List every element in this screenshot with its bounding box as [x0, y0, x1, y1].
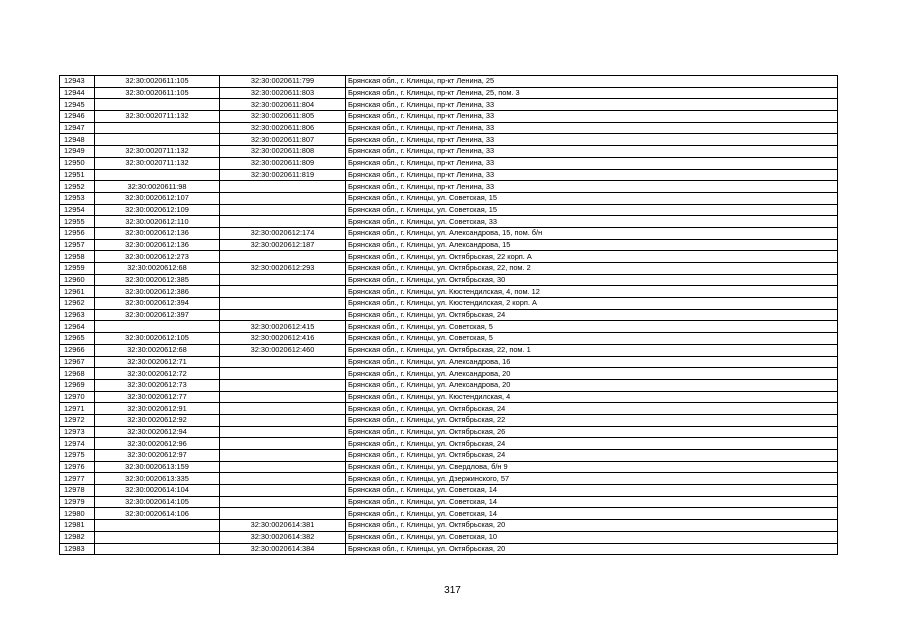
table-row	[60, 298, 838, 310]
cadastral-number-cell: 32:30:0020611:105	[95, 76, 220, 88]
address-cell: Брянская обл., г. Клинцы, ул. Октябрьская, 22, пом. 1	[346, 344, 838, 356]
object-cadastral-number-cell: 32:30:0020614:381	[220, 520, 346, 532]
cadastral-number-cell: 32:30:0020614:106	[95, 508, 220, 520]
address-cell: Брянская обл., г. Клинцы, ул. Александрова, 16	[346, 356, 838, 368]
address-cell: Брянская обл., г. Клинцы, ул. Октябрьская, 24	[346, 438, 838, 450]
table-row	[60, 450, 838, 462]
object-cadastral-number-cell	[220, 485, 346, 497]
row-number-cell: 12982	[60, 531, 95, 543]
cadastral-number-cell	[95, 520, 220, 532]
row-number-cell: 12969	[60, 379, 95, 391]
object-cadastral-number-cell	[220, 309, 346, 321]
row-number-cell: 12948	[60, 134, 95, 146]
table-row	[60, 111, 838, 123]
cadastral-number-cell: 32:30:0020612:92	[95, 414, 220, 426]
address-cell: Брянская обл., г. Клинцы, ул. Советская, 15	[346, 192, 838, 204]
cadastral-number-cell	[95, 99, 220, 111]
object-cadastral-number-cell	[220, 368, 346, 380]
object-cadastral-number-cell: 32:30:0020611:807	[220, 134, 346, 146]
row-number-cell: 12943	[60, 76, 95, 88]
cadastral-number-cell: 32:30:0020612:397	[95, 309, 220, 321]
row-number-cell: 12974	[60, 438, 95, 450]
table-row	[60, 426, 838, 438]
object-cadastral-number-cell: 32:30:0020611:819	[220, 169, 346, 181]
row-number-cell: 12961	[60, 286, 95, 298]
row-number-cell: 12981	[60, 520, 95, 532]
address-cell: Брянская обл., г. Клинцы, пр-кт Ленина, 25	[346, 76, 838, 88]
table-row	[60, 227, 838, 239]
address-cell: Брянская обл., г. Клинцы, ул. Октябрьская, 24	[346, 309, 838, 321]
address-cell: Брянская обл., г. Клинцы, ул. Октябрьская, 30	[346, 274, 838, 286]
cadastral-number-cell: 32:30:0020612:105	[95, 333, 220, 345]
row-number-cell: 12970	[60, 391, 95, 403]
address-cell: Брянская обл., г. Клинцы, ул. Советская, 15	[346, 204, 838, 216]
address-cell: Брянская обл., г. Клинцы, пр-кт Ленина, 33	[346, 111, 838, 123]
table-row	[60, 204, 838, 216]
address-cell: Брянская обл., г. Клинцы, ул. Октябрьская, 20	[346, 520, 838, 532]
table-row	[60, 181, 838, 193]
cadastral-number-cell: 32:30:0020611:105	[95, 87, 220, 99]
cadastral-number-cell: 32:30:0020613:159	[95, 461, 220, 473]
object-cadastral-number-cell	[220, 356, 346, 368]
address-cell: Брянская обл., г. Клинцы, пр-кт Ленина, 33	[346, 181, 838, 193]
cadastral-number-cell: 32:30:0020612:97	[95, 450, 220, 462]
cadastral-number-cell: 32:30:0020711:132	[95, 157, 220, 169]
cadastral-number-cell: 32:30:0020612:68	[95, 263, 220, 275]
table-row	[60, 309, 838, 321]
row-number-cell: 12952	[60, 181, 95, 193]
object-cadastral-number-cell	[220, 379, 346, 391]
row-number-cell: 12960	[60, 274, 95, 286]
row-number-cell: 12980	[60, 508, 95, 520]
registry-table-body	[60, 76, 838, 555]
cadastral-number-cell: 32:30:0020612:136	[95, 227, 220, 239]
table-row	[60, 274, 838, 286]
table-row	[60, 520, 838, 532]
cadastral-number-cell: 32:30:0020612:68	[95, 344, 220, 356]
row-number-cell: 12944	[60, 87, 95, 99]
object-cadastral-number-cell	[220, 192, 346, 204]
cadastral-number-cell: 32:30:0020612:109	[95, 204, 220, 216]
cadastral-number-cell: 32:30:0020612:107	[95, 192, 220, 204]
row-number-cell: 12947	[60, 122, 95, 134]
object-cadastral-number-cell	[220, 426, 346, 438]
cadastral-number-cell: 32:30:0020612:73	[95, 379, 220, 391]
table-row	[60, 403, 838, 415]
address-cell: Брянская обл., г. Клинцы, ул. Советская, 33	[346, 216, 838, 228]
object-cadastral-number-cell: 32:30:0020611:803	[220, 87, 346, 99]
address-cell: Брянская обл., г. Клинцы, ул. Октябрьская, 22, пом. 2	[346, 263, 838, 275]
table-row	[60, 414, 838, 426]
object-cadastral-number-cell	[220, 473, 346, 485]
cadastral-number-cell: 32:30:0020612:385	[95, 274, 220, 286]
object-cadastral-number-cell: 32:30:0020611:799	[220, 76, 346, 88]
table-row	[60, 496, 838, 508]
cadastral-number-cell: 32:30:0020711:132	[95, 111, 220, 123]
address-cell: Брянская обл., г. Клинцы, ул. Александрова, 20	[346, 368, 838, 380]
row-number-cell: 12949	[60, 146, 95, 158]
cadastral-number-cell: 32:30:0020612:77	[95, 391, 220, 403]
address-cell: Брянская обл., г. Клинцы, ул. Советская, 10	[346, 531, 838, 543]
object-cadastral-number-cell	[220, 251, 346, 263]
address-cell: Брянская обл., г. Клинцы, пр-кт Ленина, 33	[346, 99, 838, 111]
address-cell: Брянская обл., г. Клинцы, ул. Советская, 5	[346, 321, 838, 333]
row-number-cell: 12953	[60, 192, 95, 204]
address-cell: Брянская обл., г. Клинцы, ул. Александрова, 20	[346, 379, 838, 391]
table-row	[60, 216, 838, 228]
row-number-cell: 12955	[60, 216, 95, 228]
cadastral-number-cell: 32:30:0020612:96	[95, 438, 220, 450]
row-number-cell: 12973	[60, 426, 95, 438]
address-cell: Брянская обл., г. Клинцы, ул. Кюстендилская, 4	[346, 391, 838, 403]
cadastral-number-cell	[95, 134, 220, 146]
object-cadastral-number-cell	[220, 286, 346, 298]
row-number-cell: 12972	[60, 414, 95, 426]
registry-table	[59, 75, 838, 555]
object-cadastral-number-cell	[220, 181, 346, 193]
row-number-cell: 12959	[60, 263, 95, 275]
row-number-cell: 12951	[60, 169, 95, 181]
address-cell: Брянская обл., г. Клинцы, ул. Октябрьская, 24	[346, 403, 838, 415]
cadastral-number-cell	[95, 122, 220, 134]
row-number-cell: 12975	[60, 450, 95, 462]
cadastral-number-cell: 32:30:0020612:94	[95, 426, 220, 438]
row-number-cell: 12963	[60, 309, 95, 321]
cadastral-number-cell: 32:30:0020612:394	[95, 298, 220, 310]
object-cadastral-number-cell: 32:30:0020612:174	[220, 227, 346, 239]
row-number-cell: 12946	[60, 111, 95, 123]
object-cadastral-number-cell: 32:30:0020612:187	[220, 239, 346, 251]
table-row	[60, 473, 838, 485]
row-number-cell: 12979	[60, 496, 95, 508]
object-cadastral-number-cell: 32:30:0020612:415	[220, 321, 346, 333]
cadastral-number-cell: 32:30:0020612:273	[95, 251, 220, 263]
address-cell: Брянская обл., г. Клинцы, ул. Октябрьская, 26	[346, 426, 838, 438]
address-cell: Брянская обл., г. Клинцы, пр-кт Ленина, 33	[346, 146, 838, 158]
address-cell: Брянская обл., г. Клинцы, ул. Октябрьская, 20	[346, 543, 838, 555]
address-cell: Брянская обл., г. Клинцы, ул. Советская, 14	[346, 485, 838, 497]
object-cadastral-number-cell	[220, 496, 346, 508]
row-number-cell: 12950	[60, 157, 95, 169]
object-cadastral-number-cell	[220, 508, 346, 520]
object-cadastral-number-cell: 32:30:0020612:293	[220, 263, 346, 275]
table-row	[60, 146, 838, 158]
address-cell: Брянская обл., г. Клинцы, ул. Кюстендилская, 2 корп. А	[346, 298, 838, 310]
table-row	[60, 543, 838, 555]
cadastral-number-cell: 32:30:0020612:386	[95, 286, 220, 298]
object-cadastral-number-cell	[220, 391, 346, 403]
row-number-cell: 12954	[60, 204, 95, 216]
address-cell: Брянская обл., г. Клинцы, ул. Советская, 14	[346, 496, 838, 508]
table-row	[60, 263, 838, 275]
object-cadastral-number-cell	[220, 450, 346, 462]
object-cadastral-number-cell	[220, 403, 346, 415]
table-row	[60, 508, 838, 520]
address-cell: Брянская обл., г. Клинцы, ул. Александрова, 15	[346, 239, 838, 251]
table-row	[60, 531, 838, 543]
address-cell: Брянская обл., г. Клинцы, ул. Октябрьская, 22 корп. А	[346, 251, 838, 263]
address-cell: Брянская обл., г. Клинцы, ул. Александрова, 15, пом. б/н	[346, 227, 838, 239]
object-cadastral-number-cell: 32:30:0020614:382	[220, 531, 346, 543]
table-row	[60, 485, 838, 497]
address-cell: Брянская обл., г. Клинцы, пр-кт Ленина, 33	[346, 169, 838, 181]
object-cadastral-number-cell	[220, 461, 346, 473]
object-cadastral-number-cell	[220, 298, 346, 310]
object-cadastral-number-cell: 32:30:0020611:808	[220, 146, 346, 158]
cadastral-number-cell: 32:30:0020612:136	[95, 239, 220, 251]
row-number-cell: 12962	[60, 298, 95, 310]
row-number-cell: 12968	[60, 368, 95, 380]
address-cell: Брянская обл., г. Клинцы, пр-кт Ленина, 33	[346, 122, 838, 134]
table-row	[60, 286, 838, 298]
address-cell: Брянская обл., г. Клинцы, ул. Свердлова, б/н 9	[346, 461, 838, 473]
row-number-cell: 12971	[60, 403, 95, 415]
object-cadastral-number-cell	[220, 274, 346, 286]
table-row	[60, 157, 838, 169]
cadastral-number-cell	[95, 169, 220, 181]
row-number-cell: 12964	[60, 321, 95, 333]
address-cell: Брянская обл., г. Клинцы, ул. Советская, 5	[346, 333, 838, 345]
address-cell: Брянская обл., г. Клинцы, пр-кт Ленина, 25, пом. 3	[346, 87, 838, 99]
row-number-cell: 12977	[60, 473, 95, 485]
address-cell: Брянская обл., г. Клинцы, пр-кт Ленина, 33	[346, 134, 838, 146]
row-number-cell: 12958	[60, 251, 95, 263]
object-cadastral-number-cell: 32:30:0020612:460	[220, 344, 346, 356]
table-row	[60, 169, 838, 181]
table-row	[60, 368, 838, 380]
table-row	[60, 134, 838, 146]
object-cadastral-number-cell: 32:30:0020611:804	[220, 99, 346, 111]
row-number-cell: 12976	[60, 461, 95, 473]
address-cell: Брянская обл., г. Клинцы, пр-кт Ленина, 33	[346, 157, 838, 169]
table-row	[60, 87, 838, 99]
row-number-cell: 12967	[60, 356, 95, 368]
table-row	[60, 76, 838, 88]
table-row	[60, 391, 838, 403]
object-cadastral-number-cell: 32:30:0020611:805	[220, 111, 346, 123]
cadastral-number-cell: 32:30:0020613:335	[95, 473, 220, 485]
table-row	[60, 438, 838, 450]
cadastral-number-cell	[95, 321, 220, 333]
cadastral-number-cell: 32:30:0020611:98	[95, 181, 220, 193]
cadastral-number-cell: 32:30:0020614:105	[95, 496, 220, 508]
object-cadastral-number-cell: 32:30:0020611:809	[220, 157, 346, 169]
cadastral-number-cell: 32:30:0020614:104	[95, 485, 220, 497]
table-row	[60, 122, 838, 134]
object-cadastral-number-cell	[220, 216, 346, 228]
cadastral-number-cell: 32:30:0020711:132	[95, 146, 220, 158]
table-row	[60, 333, 838, 345]
table-row	[60, 251, 838, 263]
cadastral-number-cell: 32:30:0020612:72	[95, 368, 220, 380]
table-row	[60, 356, 838, 368]
address-cell: Брянская обл., г. Клинцы, ул. Октябрьская, 22	[346, 414, 838, 426]
table-row	[60, 461, 838, 473]
address-cell: Брянская обл., г. Клинцы, ул. Дзержинского, 57	[346, 473, 838, 485]
row-number-cell: 12983	[60, 543, 95, 555]
address-cell: Брянская обл., г. Клинцы, ул. Октябрьская, 24	[346, 450, 838, 462]
cadastral-number-cell	[95, 531, 220, 543]
table-row	[60, 239, 838, 251]
object-cadastral-number-cell: 32:30:0020612:416	[220, 333, 346, 345]
table-row	[60, 99, 838, 111]
object-cadastral-number-cell	[220, 204, 346, 216]
row-number-cell: 12956	[60, 227, 95, 239]
object-cadastral-number-cell: 32:30:0020614:384	[220, 543, 346, 555]
row-number-cell: 12957	[60, 239, 95, 251]
row-number-cell: 12978	[60, 485, 95, 497]
object-cadastral-number-cell: 32:30:0020611:806	[220, 122, 346, 134]
table-row	[60, 344, 838, 356]
row-number-cell: 12965	[60, 333, 95, 345]
table-row	[60, 321, 838, 333]
address-cell: Брянская обл., г. Клинцы, ул. Кюстендилская, 4, пом. 12	[346, 286, 838, 298]
object-cadastral-number-cell	[220, 438, 346, 450]
row-number-cell: 12945	[60, 99, 95, 111]
cadastral-number-cell: 32:30:0020612:71	[95, 356, 220, 368]
table-row	[60, 192, 838, 204]
cadastral-number-cell	[95, 543, 220, 555]
object-cadastral-number-cell	[220, 414, 346, 426]
address-cell: Брянская обл., г. Клинцы, ул. Советская, 14	[346, 508, 838, 520]
table-row	[60, 379, 838, 391]
row-number-cell: 12966	[60, 344, 95, 356]
cadastral-number-cell: 32:30:0020612:110	[95, 216, 220, 228]
page-number: 317	[444, 585, 461, 596]
cadastral-number-cell: 32:30:0020612:91	[95, 403, 220, 415]
